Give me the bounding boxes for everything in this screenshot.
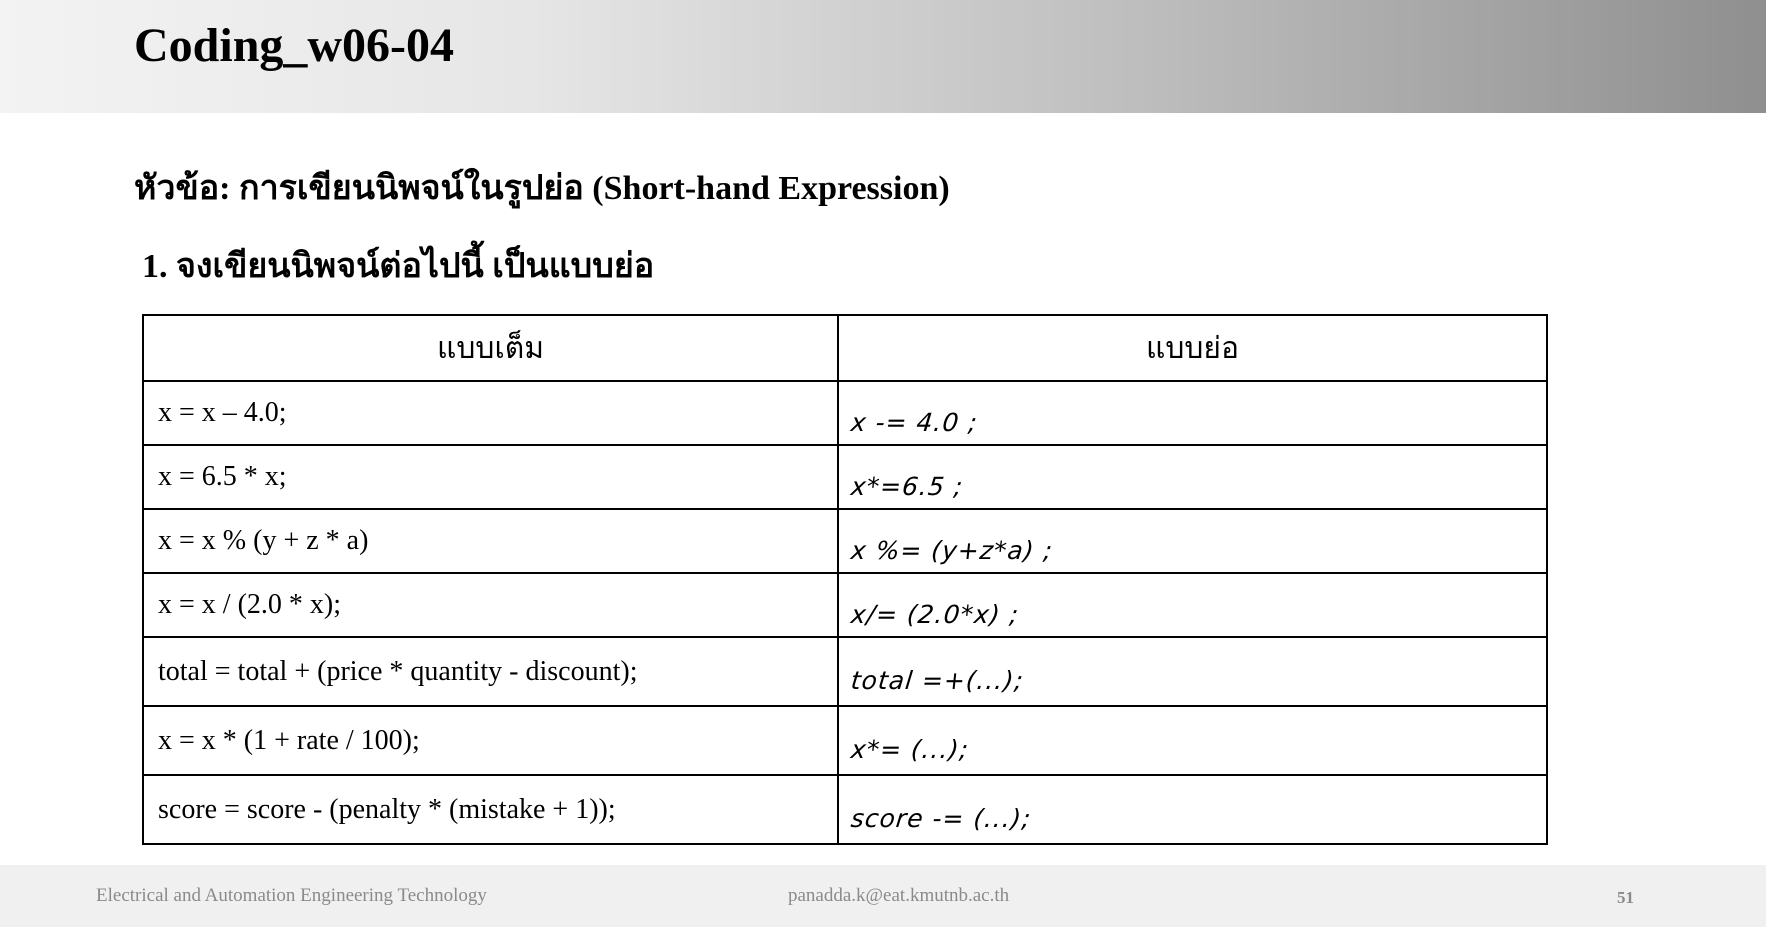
question-heading: 1. จงเขียนนิพจน์ต่อไปนี้ เป็นแบบย่อ (142, 248, 655, 285)
handwritten-answer: x*= (...); (849, 735, 971, 764)
table-row (143, 637, 1547, 706)
full-expression-cell: score = score - (penalty * (mistake + 1)); (143, 775, 838, 844)
handwritten-answer: score -= (...); (849, 804, 1033, 833)
handwritten-answer: x/= (2.0*x) ; (849, 599, 1021, 629)
table-row (143, 445, 1547, 509)
footer-page-number: 51 (1617, 888, 1634, 907)
table-header-row (143, 315, 1547, 381)
short-expression-cell (838, 706, 1547, 775)
table-row (143, 706, 1547, 775)
handwritten-answer: x %= (y+z*a) ; (849, 535, 1055, 565)
full-expression-cell: x = x * (1 + rate / 100); (143, 706, 838, 775)
full-expression-cell: x = x – 4.0; (143, 381, 838, 445)
table-row (143, 573, 1547, 637)
slide-title: Coding_w06-04 (134, 19, 455, 72)
short-expression-cell (838, 637, 1547, 706)
full-expression-cell: x = 6.5 * x; (143, 445, 838, 509)
handwritten-answer: total =+(...); (849, 666, 1026, 695)
short-expression-cell (838, 381, 1547, 445)
footer-department: Electrical and Automation Engineering Technology (96, 885, 487, 906)
expression-table (142, 314, 1548, 845)
table-row (143, 509, 1547, 573)
table-row (143, 775, 1547, 844)
short-expression-cell (838, 775, 1547, 844)
short-expression-cell (838, 509, 1547, 573)
handwritten-answer: x*=6.5 ; (849, 471, 965, 501)
full-expression-cell: x = x / (2.0 * x); (143, 573, 838, 637)
handwritten-answer: x -= 4.0 ; (849, 407, 980, 437)
full-expression-cell: x = x % (y + z * a) (143, 509, 838, 573)
short-expression-cell (838, 445, 1547, 509)
short-expression-cell (838, 573, 1547, 637)
topic-heading: หัวข้อ: การเขียนนิพจน์ในรูปย่อ (Short-hand Expression) (134, 170, 950, 207)
header-full-form: แบบเต็ม (143, 315, 838, 381)
header-short-form: แบบย่อ (838, 315, 1547, 381)
full-expression-cell: total = total + (price * quantity - discount); (143, 637, 838, 706)
table-row (143, 381, 1547, 445)
footer-email: panadda.k@eat.kmutnb.ac.th (788, 885, 1010, 906)
